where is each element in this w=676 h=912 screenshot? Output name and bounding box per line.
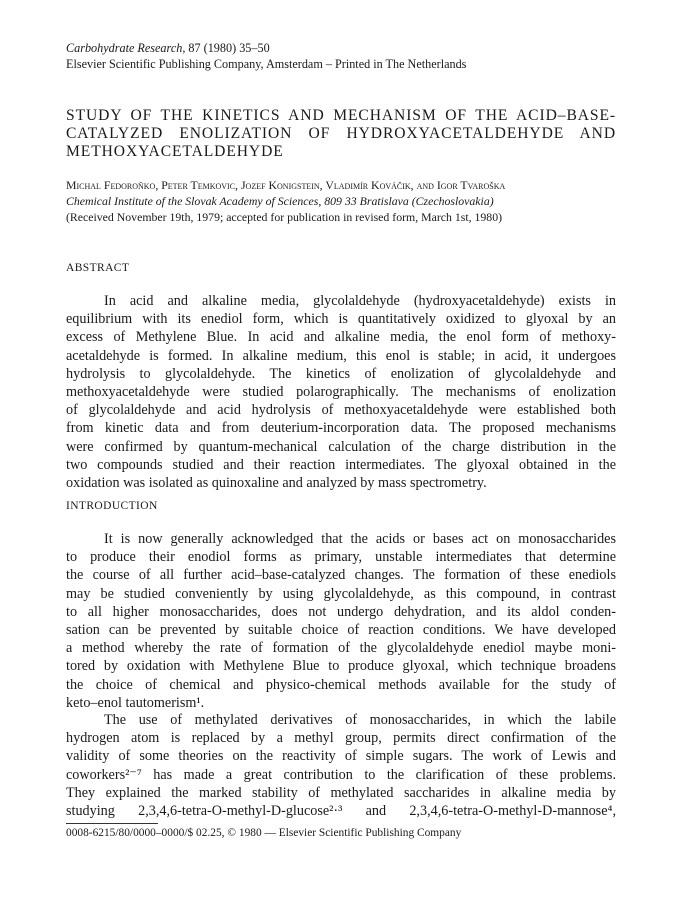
abstract-line: of glycolaldehyde and acid hydrolysis of methoxyacetaldehyde were established both <box>66 402 616 419</box>
publisher-line: Elsevier Scientific Publishing Company, Amsterdam – Printed in The Netherlands <box>66 57 467 71</box>
journal-ref: , 87 (1980) 35–50 <box>182 41 270 55</box>
journal-name: Carbohydrate Research <box>66 41 183 55</box>
body-line: They explained the marked stability of methylated saccharides in alkaline media by <box>66 784 616 801</box>
body-line: sation can be prevented by suitable choice of reaction conditions. We have developed <box>66 621 616 638</box>
introduction-paragraph-2 <box>66 711 616 820</box>
abstract-line: acetaldehyde is formed. In alkaline medium, this enol is stable; in acid, it undergoes <box>66 347 616 364</box>
title-line: METHOXYACETALDEHYDE <box>66 143 284 160</box>
body-line: the course of all further acid–base-catalyzed changes. The formation of these enediols <box>66 567 616 584</box>
abstract-heading: ABSTRACT <box>66 262 130 274</box>
body-line: The use of methylated derivatives of monosaccharides, in which the labile <box>104 712 616 728</box>
author-list: Michal Fedoroňko, Peter Temkovic, Jozef Konigstein, Vladimír Kováčik, and Igor Tvaroška <box>66 178 506 192</box>
body-line: may be studied conveniently by using glycolaldehyde, as this compound, in contrast <box>66 585 616 602</box>
abstract-line: methoxyacetaldehyde were studied polarographically. The mechanisms of enolization <box>66 383 616 400</box>
body-line: hydrogen atom is replaced by a methyl group, permits direct confirmation of the <box>66 730 616 747</box>
body-line: tored by oxidation with Methylene Blue to produce glyoxal, which technique broadens <box>66 658 616 675</box>
abstract-line: hydrolysis to glycolaldehyde. The kinetics of enolization of glycolaldehyde and <box>66 365 616 382</box>
article-title <box>66 107 616 161</box>
title-line: STUDY OF THE KINETICS AND MECHANISM OF THE ACID–BASE- <box>66 107 616 124</box>
abstract-line: were confirmed by quantum-mechanical calculation of the charge distribution in the <box>66 438 616 455</box>
abstract-line: equilibrium with its enediol form, which is quantitatively oxidized to glyoxal by an <box>66 311 616 328</box>
abstract-line: from kinetic data and from deuterium-incorporation data. The proposed mechanisms <box>66 420 616 437</box>
copyright-footer: 0008-6215/80/0000–0000/$ 02.25, © 1980 — Elsevier Scientific Publishing Company <box>66 827 462 839</box>
body-line: coworkers²⁻⁷ has made a great contribution to the clarification of these problems. <box>66 766 616 783</box>
footnote-rule <box>66 823 158 824</box>
body-line: keto–enol tautomerism¹. <box>66 694 205 711</box>
introduction-heading: INTRODUCTION <box>66 500 158 512</box>
abstract-line: excess of Methylene Blue. In acid and alkaline media, the enol form of methoxy- <box>66 329 616 346</box>
abstract-line: oxidation was isolated as quinoxaline and analyzed by mass spectrometry. <box>66 474 487 491</box>
body-line: to produce their enodiol forms as primary, unstable intermediates that determine <box>66 549 616 566</box>
introduction-paragraph-1 <box>66 530 616 712</box>
received-date: (Received November 19th, 1979; accepted for publication in revised form, March 1st, 1980) <box>66 210 503 224</box>
journal-header <box>66 40 466 72</box>
affiliation: Chemical Institute of the Slovak Academy of Sciences, 809 33 Bratislava (Czechoslovakia) <box>66 194 494 208</box>
body-line: a method whereby the rate of formation of the glycolaldehyde enediol maybe moni- <box>66 640 616 657</box>
body-line: studying 2,3,4,6-tetra-O-methyl-D-glucose²·³ and 2,3,4,6-tetra-O-methyl-D-mannose⁴, <box>66 802 616 819</box>
body-line: the choice of chemical and physico-chemical methods available for the study of <box>66 676 616 693</box>
body-line: to all higher monosaccharides, does not undergo dehydration, and its aldol conden- <box>66 603 616 620</box>
abstract-text <box>66 292 616 492</box>
abstract-line: two compounds studied and their reaction intermediates. The glyoxal obtained in the <box>66 456 616 473</box>
title-line: CATALYZED ENOLIZATION OF HYDROXYACETALDEHYDE AND <box>66 125 616 142</box>
body-line: It is now generally acknowledged that the acids or bases act on monosaccharides <box>104 531 616 547</box>
abstract-line: In acid and alkaline media, glycolaldehyde (hydroxyacetaldehyde) exists in <box>104 293 616 309</box>
body-line: validity of some theories on the reactivity of simple sugars. The work of Lewis and <box>66 748 616 765</box>
